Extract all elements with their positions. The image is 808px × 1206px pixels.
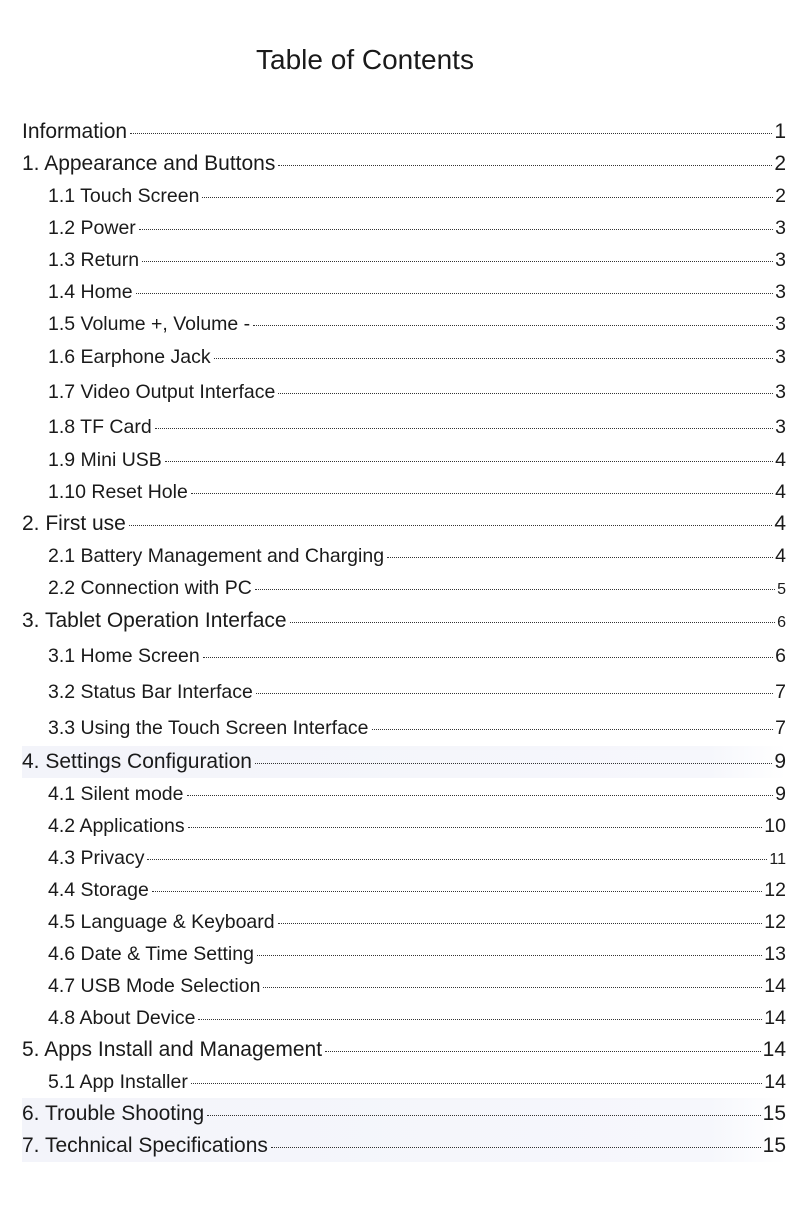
toc-entry-label: 3.2 Status Bar Interface <box>48 681 253 703</box>
toc-entry <box>22 810 786 842</box>
toc-entry-label: 1. Appearance and Buttons <box>22 152 276 175</box>
toc-entry-page: 2 <box>775 185 786 207</box>
toc-entry-page: 14 <box>764 975 786 997</box>
toc-entry <box>22 340 786 374</box>
toc-entry-label: 1.8 TF Card <box>48 416 152 438</box>
toc-entry <box>22 180 786 212</box>
dot-leader <box>130 133 772 134</box>
toc-entry-page: 13 <box>764 943 786 965</box>
toc-entry-page: 10 <box>764 815 786 837</box>
toc-entry-label: 2.2 Connection with PC <box>48 577 252 599</box>
toc-entry <box>22 374 786 410</box>
toc-entry <box>22 572 786 604</box>
toc-entry <box>22 1034 786 1066</box>
toc-entry-page: 12 <box>764 911 786 933</box>
toc-entry <box>22 212 786 244</box>
toc-entry <box>22 476 786 508</box>
toc-entry <box>22 276 786 308</box>
toc-entry <box>22 604 786 638</box>
toc-entry <box>22 746 786 778</box>
toc-entry <box>22 244 786 276</box>
dot-leader <box>256 693 773 694</box>
toc-entry-page: 5 <box>777 581 786 598</box>
toc-entry <box>22 148 786 180</box>
dot-leader <box>139 229 773 230</box>
toc-entry <box>22 116 786 148</box>
toc-entry-label: 3. Tablet Operation Interface <box>22 609 287 632</box>
dot-leader <box>271 1147 761 1148</box>
toc-entry-page: 9 <box>774 750 786 773</box>
dot-leader <box>263 987 762 988</box>
dot-leader <box>278 393 773 394</box>
toc-entry-page: 4 <box>775 449 786 471</box>
toc-entry-label: 4. Settings Configuration <box>22 750 252 773</box>
toc-entry-page: 7 <box>775 717 786 739</box>
toc-entry-label: 1.4 Home <box>48 281 133 303</box>
toc-entry-label: 5. Apps Install and Management <box>22 1038 323 1061</box>
dot-leader <box>325 1051 761 1052</box>
toc-entry-page: 3 <box>775 249 786 271</box>
toc-entry <box>22 1066 786 1098</box>
dot-leader <box>257 955 762 956</box>
toc-entry <box>22 674 786 710</box>
toc-entry-page: 3 <box>775 381 786 403</box>
dot-leader <box>372 729 774 730</box>
toc-entry-label: 1.2 Power <box>48 217 136 239</box>
toc-entry-label: 1.1 Touch Screen <box>48 185 200 207</box>
toc-entry <box>22 710 786 746</box>
toc-entry-label: 6. Trouble Shooting <box>22 1102 205 1125</box>
toc-entry-label: 7. Technical Specifications <box>22 1134 268 1157</box>
toc-entry-label: 1.3 Return <box>48 249 140 271</box>
toc-entry <box>22 638 786 674</box>
toc-entry-page: 3 <box>775 217 786 239</box>
toc-entry-page: 1 <box>774 120 786 143</box>
toc-entry-page: 14 <box>762 1038 786 1061</box>
toc-entry-label: 3.3 Using the Touch Screen Interface <box>48 717 369 739</box>
toc-entry <box>22 444 786 476</box>
toc-entry-page: 12 <box>764 879 786 901</box>
dot-leader <box>214 358 774 359</box>
toc-entry-label: 1.5 Volume +, Volume - <box>48 313 251 335</box>
toc-entry-label: 4.4 Storage <box>48 879 149 901</box>
toc-entry-page: 15 <box>762 1134 786 1157</box>
toc-entry-page: 4 <box>775 481 786 503</box>
toc-entry-page: 6 <box>775 645 786 667</box>
toc-entry <box>22 970 786 1002</box>
toc-entry-label: 1.7 Video Output Interface <box>48 381 276 403</box>
dot-leader <box>155 428 773 429</box>
toc-entry-page: 9 <box>775 783 786 805</box>
toc-entry-page: 15 <box>762 1102 786 1125</box>
toc-entry-page: 3 <box>775 416 786 438</box>
dot-leader <box>142 261 773 262</box>
toc-entry <box>22 410 786 444</box>
toc-entry-label: 1.9 Mini USB <box>48 449 162 471</box>
toc-entry-label: 4.6 Date & Time Setting <box>48 943 254 965</box>
toc-entry-label: 4.1 Silent mode <box>48 783 184 805</box>
toc-entry-page: 3 <box>775 281 786 303</box>
dot-leader <box>255 763 772 764</box>
dot-leader <box>278 923 763 924</box>
toc-entry <box>22 1002 786 1034</box>
toc-entry <box>22 842 786 874</box>
dot-leader <box>152 891 762 892</box>
toc-entry-page: 3 <box>775 313 786 335</box>
toc-entry <box>22 938 786 970</box>
toc-entry-label: 5.1 App Installer <box>48 1071 188 1093</box>
toc-entry-label: 1.10 Reset Hole <box>48 481 188 503</box>
toc-entry-page: 14 <box>764 1007 786 1029</box>
toc-entry <box>22 1130 786 1162</box>
toc-entry-page: 2 <box>774 152 786 175</box>
toc-entry-label: 2. First use <box>22 512 126 535</box>
toc-entry-page: 3 <box>775 346 786 368</box>
dot-leader <box>198 1019 762 1020</box>
dot-leader <box>278 165 772 166</box>
toc-entry <box>22 874 786 906</box>
dot-leader <box>136 293 774 294</box>
toc-entry-page: 4 <box>775 545 786 567</box>
dot-leader <box>187 795 774 796</box>
toc-entry <box>22 1098 786 1130</box>
toc-entry-page: 14 <box>764 1071 786 1093</box>
toc-entry-page: 7 <box>775 681 786 703</box>
toc-entry-label: 3.1 Home Screen <box>48 645 200 667</box>
toc-entry <box>22 508 786 540</box>
toc-entry-page: 6 <box>777 614 786 631</box>
toc-entry-label: 4.2 Applications <box>48 815 185 837</box>
dot-leader <box>203 657 773 658</box>
dot-leader <box>290 622 775 623</box>
toc-entry-label: 4.5 Language & Keyboard <box>48 911 275 933</box>
toc-entry-label: Information <box>22 120 128 143</box>
toc-entry-label: 1.6 Earphone Jack <box>48 346 211 368</box>
toc-entry-label: 4.3 Privacy <box>48 847 145 869</box>
toc-list <box>22 116 786 1162</box>
dot-leader <box>202 197 773 198</box>
dot-leader <box>188 827 763 828</box>
dot-leader <box>147 859 767 860</box>
toc-entry-page: 4 <box>774 512 786 535</box>
dot-leader <box>207 1115 761 1116</box>
dot-leader <box>191 493 773 494</box>
dot-leader <box>165 461 773 462</box>
toc-entry-label: 4.8 About Device <box>48 1007 196 1029</box>
dot-leader <box>387 557 773 558</box>
toc-entry-page: 11 <box>769 851 786 868</box>
dot-leader <box>255 589 775 590</box>
page-title: Table of Contents <box>256 44 474 75</box>
dot-leader <box>129 525 772 526</box>
dot-leader <box>253 325 773 326</box>
toc-entry <box>22 778 786 810</box>
toc-entry-label: 4.7 USB Mode Selection <box>48 975 261 997</box>
toc-entry <box>22 308 786 340</box>
toc-entry <box>22 540 786 572</box>
dot-leader <box>191 1083 762 1084</box>
toc-entry <box>22 906 786 938</box>
toc-entry-label: 2.1 Battery Management and Charging <box>48 545 385 567</box>
